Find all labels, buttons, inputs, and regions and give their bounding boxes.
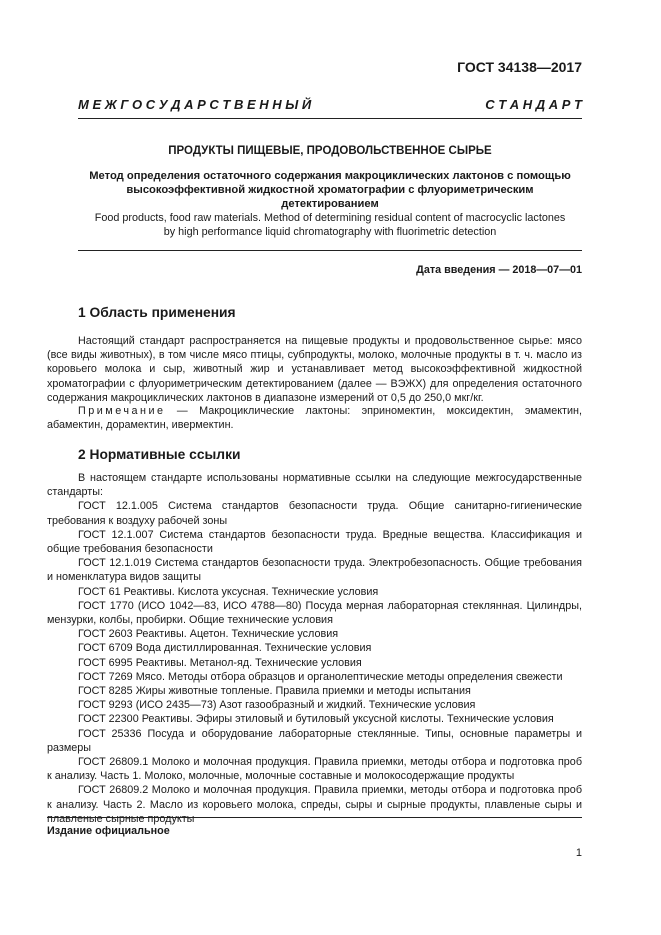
reference-item: ГОСТ 61 Реактивы. Кислота уксусная. Технические условия xyxy=(78,585,379,598)
document-title: ПРОДУКТЫ ПИЩЕВЫЕ, ПРОДОВОЛЬСТВЕННОЕ СЫРЬЕ xyxy=(168,145,492,157)
note-text: — Макроциклические лактоны: эприномектин, моксидектин, эмамектин, абамектин, дорамектин, ивермектин. xyxy=(47,405,582,432)
section-2-body xyxy=(47,471,582,826)
reference-item: ГОСТ 1770 (ИСО 1042—83, ИСО 4788—80) Посуда мерная лабораторная стеклянная. Цилиндры, мензурки, колбы, пробирки. Общие технические условия xyxy=(47,599,582,627)
title-divider xyxy=(78,250,582,251)
reference-item: ГОСТ 25336 Посуда и оборудование лабораторные стеклянные. Типы, основные параметры и размеры xyxy=(47,727,582,754)
introduction-date: Дата введения — 2018—07—01 xyxy=(416,264,582,276)
document-subtitle-ru xyxy=(78,169,582,211)
reference-item: ГОСТ 8285 Жиры животные топленые. Правила приемки и методы испытания xyxy=(78,685,471,698)
reference-item: ГОСТ 6709 Вода дистиллированная. Технические условия xyxy=(78,642,372,655)
interstate-standard-banner xyxy=(78,97,582,112)
reference-item: ГОСТ 9293 (ИСО 2435—73) Азот газообразный и жидкий. Технические условия xyxy=(78,699,476,712)
interstate-word: М Е Ж Г О С У Д А Р С Т В Е Н Н Ы Й xyxy=(78,97,312,112)
reference-item: ГОСТ 2603 Реактивы. Ацетон. Технические условия xyxy=(78,628,339,641)
section-1-paragraph: Настоящий стандарт распространяется на пищевые продукты и продовольственное сырье: мясо (все виды животных), в том числе мясо птицы, субпродукты, молоко, молочные продукты в т. ч. масло из коровьего молока и сыр, животный жир и устанавливает метод высокоэффективной жидкостной хроматографии с флуориметрическим детектированием (далее — ВЭЖХ) для определения остаточного содержания макроциклических лактонов в диапазоне измерений от 0,5 до 250,0 мкг/кг. xyxy=(47,335,582,404)
reference-item: ГОСТ 6995 Реактивы. Метанол-яд. Технические условия xyxy=(78,656,362,669)
document-subtitle-en xyxy=(78,211,582,239)
edition-label: Издание официальное xyxy=(47,825,170,837)
reference-item: ГОСТ 22300 Реактивы. Эфиры этиловый и бутиловый уксусной кислоты. Технические условия xyxy=(78,713,554,726)
section-1-note xyxy=(47,404,582,432)
subtitle-en-line: Food products, food raw materials. Method of determining residual content of macrocyclic lactones xyxy=(94,212,566,224)
reference-item: ГОСТ 12.1.007 Система стандартов безопасности труда. Вредные вещества. Классификация и общие требования безопасности xyxy=(47,528,582,556)
reference-item: ГОСТ 26809.2 Молоко и молочная продукция. Правила приемки, методы отбора и подготовка проб к анализу. Часть 2. Масло из коровьего молока, спреды, сыры и сырные продукты, плавленые сыры и плавленые сырные продукты xyxy=(47,784,582,825)
reference-item: ГОСТ 26809.1 Молоко и молочная продукция. Правила приемки, методы отбора и подготовка проб к анализу. Часть 1. Молоко, молочные, молочные составные и молокосодержащие продукты xyxy=(47,756,582,783)
subtitle-ru-line: Метод определения остаточного содержания макроциклических лактонов с помощью xyxy=(89,170,571,182)
subtitle-ru-line: высокоэффективной жидкостной хроматографии с флуориметрическим детектированием xyxy=(126,184,534,210)
section-1-body xyxy=(47,334,582,405)
section-2-heading: 2 Нормативные ссылки xyxy=(78,447,241,462)
note-label: Примечание xyxy=(78,405,166,417)
reference-item: ГОСТ 12.1.019 Система стандартов безопасности труда. Электробезопасность. Общие требования и номенклатура видов защиты xyxy=(47,557,582,584)
subtitle-en-line: by high performance liquid chromatography with fluorimetric detection xyxy=(163,226,497,238)
reference-item: ГОСТ 12.1.005 Система стандартов безопасности труда. Общие санитарно-гигиенические требования к воздуху рабочей зоны xyxy=(47,500,582,527)
page-number: 1 xyxy=(575,847,582,859)
standard-word: С Т А Н Д А Р Т xyxy=(485,97,582,112)
top-divider xyxy=(78,118,582,119)
reference-item: ГОСТ 7269 Мясо. Методы отбора образцов и органолептические методы определения свежести xyxy=(78,670,563,683)
section-2-intro: В настоящем стандарте использованы нормативные ссылки на следующие межгосударственные стандарты: xyxy=(47,472,582,499)
section-1-heading: 1 Область применения xyxy=(78,305,236,320)
footer-divider xyxy=(47,817,582,818)
gost-number: ГОСТ 34138—2017 xyxy=(457,59,582,75)
